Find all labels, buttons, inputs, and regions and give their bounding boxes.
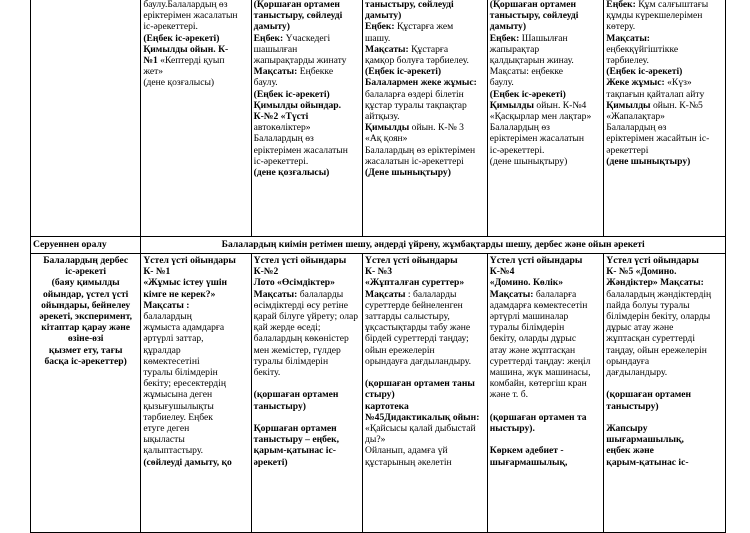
cell-line: қызығушылықты — [143, 400, 214, 412]
cell-line: көмектесетіні — [143, 355, 200, 367]
cell-line: (дене шынықтыру) — [606, 155, 691, 167]
cell-line: әрекеті, эксперимент, — [39, 311, 132, 323]
cell-line: қамқор болуға тәрбиелеу. — [365, 55, 469, 67]
cell-line: (Еңбек іс-әрекеті) — [365, 66, 442, 78]
cell-line: «Ақ қоян» — [365, 133, 408, 145]
cell-line: №1 «Кептерді қуып — [143, 55, 225, 67]
cell-line: Көркем әдебиет - — [489, 445, 564, 457]
cell-line: Мақсаты : — [143, 299, 190, 311]
cell-line: Жәндіктер» Мақсаты: — [606, 277, 704, 289]
cell-line — [490, 401, 602, 412]
cell-line — [365, 367, 485, 378]
cell-line: құстарының әкелетін — [365, 456, 452, 468]
cell-line: ды?» — [365, 434, 386, 446]
cell-line: Балалардың өз еріктерімен — [365, 144, 476, 156]
table-cell — [31, 0, 141, 237]
cell-line: іс-әрекеттері. — [143, 21, 198, 33]
row-text: Балалардың киімін ретімен шешу, әндерді үйрену, жұмбақтарды шешу, дербес және ойын әрекеті — [141, 237, 726, 254]
cell-line: Еңбек: Құстарға жем — [365, 21, 454, 33]
cell-line — [254, 378, 360, 389]
table-cell — [363, 0, 488, 237]
cell-line: етуге деген — [143, 423, 190, 435]
cell-line: таңдау, ойын ережелерін — [606, 344, 707, 356]
cell-line: Мақсаты: Құстарға — [365, 43, 449, 55]
cell-line: басқа іс-әрекеттер) — [44, 355, 127, 367]
cell-line: орындауға дағдыландыру. — [365, 355, 472, 367]
cell-line: жұмыста адамдарға — [143, 322, 225, 334]
table-cell — [141, 254, 251, 533]
cell-line: Мақсаты: Еңбекке — [253, 66, 334, 78]
cell-line: (Еңбек іс-әрекеті) — [606, 66, 683, 78]
cell-line: (Еңбек іс-әрекеті) — [143, 32, 220, 44]
cell-line: К-№2 «Түсті — [253, 111, 309, 123]
cell-line: Үстел үсті ойындары — [365, 255, 458, 266]
cell-line: жет» — [143, 66, 164, 78]
table-cell — [487, 0, 604, 237]
cell-line: Жапсыру — [606, 423, 648, 435]
table-row — [31, 0, 726, 237]
cell-line: (Еңбек іс-әрекеті) — [489, 88, 566, 100]
cell-line: таныстыру – еңбек, — [253, 434, 340, 446]
cell-line — [490, 434, 602, 445]
cell-line: ойындары, бейнелеу — [41, 299, 131, 311]
cell-line: «Жапалақтар» — [606, 111, 665, 123]
cell-line: еріктерімен жасалатын — [489, 133, 584, 145]
cell-line: бекіту. — [253, 367, 281, 379]
cell-line: баулу.Балалардың өз — [143, 0, 228, 10]
cell-line: қызмет ету, тағы — [48, 344, 123, 356]
cell-line: шашылған — [253, 43, 298, 55]
cell-line: (Қоршаған ортамен — [489, 0, 576, 10]
cell-line: Мақсаты: балаларды — [253, 288, 344, 300]
cell-line: айтқызу. — [365, 111, 400, 123]
cell-line: еріктерімен жасалатын — [253, 144, 348, 156]
cell-line: «Жұмыс істеу үшін — [143, 277, 228, 289]
table-row — [31, 237, 726, 254]
cell-line: өзіне-өзі — [67, 333, 104, 345]
cell-line: (қоршаған ортамен та — [489, 411, 587, 423]
cell-line: көтеру. — [606, 21, 636, 33]
cell-line: комбайн, көтергіш кран — [489, 378, 587, 390]
cell-line: ойын ережелерін — [365, 344, 435, 356]
cell-line: (Еңбек іс-әрекеті) — [253, 88, 330, 100]
cell-line: мен жемістер, гүлдер — [253, 344, 341, 356]
cell-line: әртүрлі заттар, — [143, 333, 204, 345]
cell-line: балалардың — [143, 311, 192, 323]
cell-line: шығармашылық, — [606, 434, 684, 446]
cell-line: жұптасқан суреттерді — [606, 333, 695, 345]
cell-line: Еңбек: Құм салғыштағы — [606, 0, 709, 10]
cell-line: ұқсастықтарды табу және — [365, 322, 471, 334]
cell-line: қай жерде өседі; — [253, 322, 321, 334]
cell-line: білімдерін бекіту, оларды — [606, 311, 711, 323]
cell-line: тәрбиелеу. Еңбек — [143, 411, 213, 423]
cell-line: Қимылды ойын. К-№4 — [489, 99, 587, 111]
cell-line: Қимылды ойын. К- — [143, 43, 229, 55]
cell-line: Лото «Өсімдіктер» — [253, 277, 335, 289]
cell-line: (дене қозғалысы) — [253, 167, 330, 179]
plan-table — [30, 0, 726, 533]
cell-line: дағдыландыру. — [606, 367, 668, 379]
cell-line: Еңбек: Үчаскедегі — [253, 32, 331, 44]
cell-line: таныстыру, сөйлеуді — [365, 0, 454, 10]
cell-line: «Домино. Көлік» — [489, 277, 564, 289]
cell-line: балалардың жәндіктердің — [606, 288, 712, 300]
cell-line: (дене қозғалысы) — [143, 77, 215, 89]
cell-line: Мақсаты : балаларды — [365, 288, 457, 300]
cell-line: шығармашылық, — [489, 456, 568, 468]
cell-line: Жеке жұмыс: «Күз» — [606, 77, 692, 89]
cell-line: әрекеті) — [253, 456, 288, 468]
cell-line: заттарды салыстыру, — [365, 311, 450, 323]
cell-line: дұрыс атау және — [606, 322, 674, 334]
cell-line: (сөйлеуді дамыту, қо — [143, 456, 232, 468]
cell-line: №45Дидактикалық ойын: — [365, 411, 480, 423]
cell-line: Үстел үсті ойындары — [489, 255, 583, 266]
cell-line: құмды күрекшелерімен — [606, 10, 703, 22]
cell-line: балалардың көкөністер — [253, 333, 349, 345]
cell-line: стыру) — [365, 389, 395, 401]
cell-line: орындауға — [606, 355, 650, 367]
cell-line: бірдей суреттерді таңдау; — [365, 333, 469, 345]
cell-line: тәрбиелеу. — [606, 55, 649, 67]
cell-line: «Қайсысы қалай дыбыстай — [365, 423, 476, 435]
cell-line: дамыту) — [489, 21, 527, 33]
cell-line: туралы білімдерін — [489, 322, 565, 334]
cell-line: әртүрлі машиналар — [489, 311, 569, 323]
cell-line: (қоршаған ортамен — [606, 389, 692, 401]
cell-line: картотека — [365, 400, 409, 412]
cell-line: қарай білуге үйрету; олар — [253, 311, 359, 323]
cell-line: суреттерде бейнеленген — [365, 299, 463, 311]
cell-line: К- №5 «Домино. — [606, 266, 677, 278]
cell-line: Қимылды ойындар. — [253, 99, 342, 111]
cell-line: Қимылды ойын. К-№ 3 — [365, 122, 464, 134]
cell-line: суреттерді таңдау: жеңіл — [489, 355, 591, 367]
cell-line: К-№2 — [253, 266, 279, 278]
cell-line: (дене шынықтыру) — [489, 155, 568, 167]
cell-line: «Жұпталған суреттер» — [365, 277, 465, 289]
cell-line: еңбек және — [606, 445, 654, 457]
cell-line: өсімдіктерді өсу ретіне — [253, 299, 349, 311]
cell-line: іс-әрекеті — [65, 266, 107, 278]
cell-line: (баяу қимылды — [51, 277, 120, 289]
cell-line: «Қасқырлар мен лақтар» — [489, 111, 592, 123]
cell-line: қарым-қатынас іс- — [606, 456, 689, 468]
cell-line: атау және жұптасқан — [489, 344, 576, 356]
cell-line: К- №1 — [143, 266, 171, 278]
cell-line: еріктерімен жасалатын — [143, 10, 238, 22]
cell-line: Мақсаты: — [606, 32, 650, 44]
table-cell — [141, 0, 251, 237]
cell-line: Үстел үсті ойындары — [606, 255, 699, 266]
cell-line: К-№4 — [489, 266, 515, 278]
cell-line: дамыту) — [365, 10, 402, 22]
cell-line: дамыту) — [253, 21, 290, 33]
table-cell — [251, 0, 362, 237]
cell-line: бекіту, оларды дұрыс — [489, 333, 577, 345]
table-cell — [251, 254, 362, 533]
cell-line: жұмысына деген — [143, 389, 213, 401]
cell-line: туралы білімдерін — [253, 355, 329, 367]
cell-line: Мақсаты: еңбекке — [489, 66, 564, 78]
cell-line: жасалатын іс-әрекеттері — [365, 155, 464, 167]
cell-line: Балалармен жеке жұмыс: — [365, 77, 477, 89]
cell-line: таныстыру, сөйлеуді — [253, 10, 343, 22]
table-cell — [487, 254, 604, 533]
cell-line — [606, 378, 723, 389]
table-row — [31, 254, 726, 533]
cell-line: автокөліктер» — [253, 122, 311, 134]
cell-line: еңбекқүйгіштікке — [606, 43, 679, 55]
cell-line: Балалардың өз — [606, 122, 667, 134]
cell-line: жапырақтарды жинату — [253, 55, 347, 67]
cell-line: қарым-қатынас іс- — [253, 445, 336, 457]
cell-line: шашу. — [365, 32, 391, 44]
row-label — [31, 254, 141, 533]
cell-line: тақпағын қайталап айту — [606, 88, 705, 100]
cell-line: Ойланып, адамға үй — [365, 445, 448, 457]
cell-line: адамдарға көмектесетін — [489, 299, 588, 311]
row-label: Серуеннен оралу — [31, 237, 141, 254]
cell-line: Қимылды ойын. К-№5 — [606, 99, 703, 111]
cell-line: Еңбек: Шашылған — [489, 32, 568, 44]
cell-line: балаларға өздері білетін — [365, 88, 464, 100]
cell-line: Үстел үсті ойындары — [253, 255, 347, 266]
cell-line: (Қоршаған ортамен — [253, 0, 340, 10]
cell-line: құралдар — [143, 344, 181, 356]
cell-line: (қоршаған ортамен — [253, 389, 339, 401]
cell-line: таныстыру) — [253, 400, 306, 412]
cell-line: іс-әрекеттері. — [253, 155, 309, 167]
cell-line: (Дене шынықтыру) — [365, 167, 451, 179]
cell-line: таныстыру, сөйлеуді — [489, 10, 579, 22]
cell-line: ныстыру). — [489, 423, 535, 435]
cell-line: іс-әрекеттері. — [489, 144, 545, 156]
cell-line: таныстыру) — [606, 400, 659, 412]
cell-line: кітаптар қарау және — [41, 322, 131, 334]
table-cell — [604, 254, 726, 533]
cell-line: бекіту; ересектердің — [143, 378, 226, 390]
cell-line: жапырақтар — [489, 43, 540, 55]
cell-line — [606, 412, 723, 423]
cell-line: К- №3 — [365, 266, 393, 278]
cell-line: баулу. — [489, 77, 514, 89]
cell-line: Қоршаған ортамен — [253, 423, 337, 435]
cell-line: құстар туралы тақпақтар — [365, 99, 467, 111]
cell-line: Мақсаты: балаларға — [489, 288, 577, 300]
cell-line: қалдықтарын жинау. — [489, 55, 574, 67]
cell-line: баулу. — [253, 77, 278, 89]
cell-line: еріктерімен жасайтын іс- — [606, 133, 710, 145]
cell-line: ықыласты — [143, 434, 185, 446]
cell-line: кімге не керек?» — [143, 288, 216, 300]
cell-line: Үстел үсті ойындары — [143, 255, 236, 266]
cell-line: туралы білімдерін — [143, 367, 218, 379]
cell-line: қалыптастыру. — [143, 445, 204, 457]
cell-line: пайда болуы туралы — [606, 299, 690, 311]
cell-line — [254, 412, 360, 423]
cell-line: ойындар, үстел үсті — [42, 288, 129, 300]
cell-line: әрекеттері — [606, 144, 649, 156]
cell-line: және т. б. — [489, 389, 529, 401]
cell-line: Балалардың өз — [489, 122, 550, 134]
cell-line: Балалардың өз — [253, 133, 314, 145]
cell-line: машина, жүк машинасы, — [489, 367, 591, 379]
table-cell — [363, 254, 488, 533]
cell-line: (қоршаған ортамен таны — [365, 378, 475, 390]
cell-line: Балалардың дербес — [43, 255, 129, 266]
table-cell — [604, 0, 726, 237]
